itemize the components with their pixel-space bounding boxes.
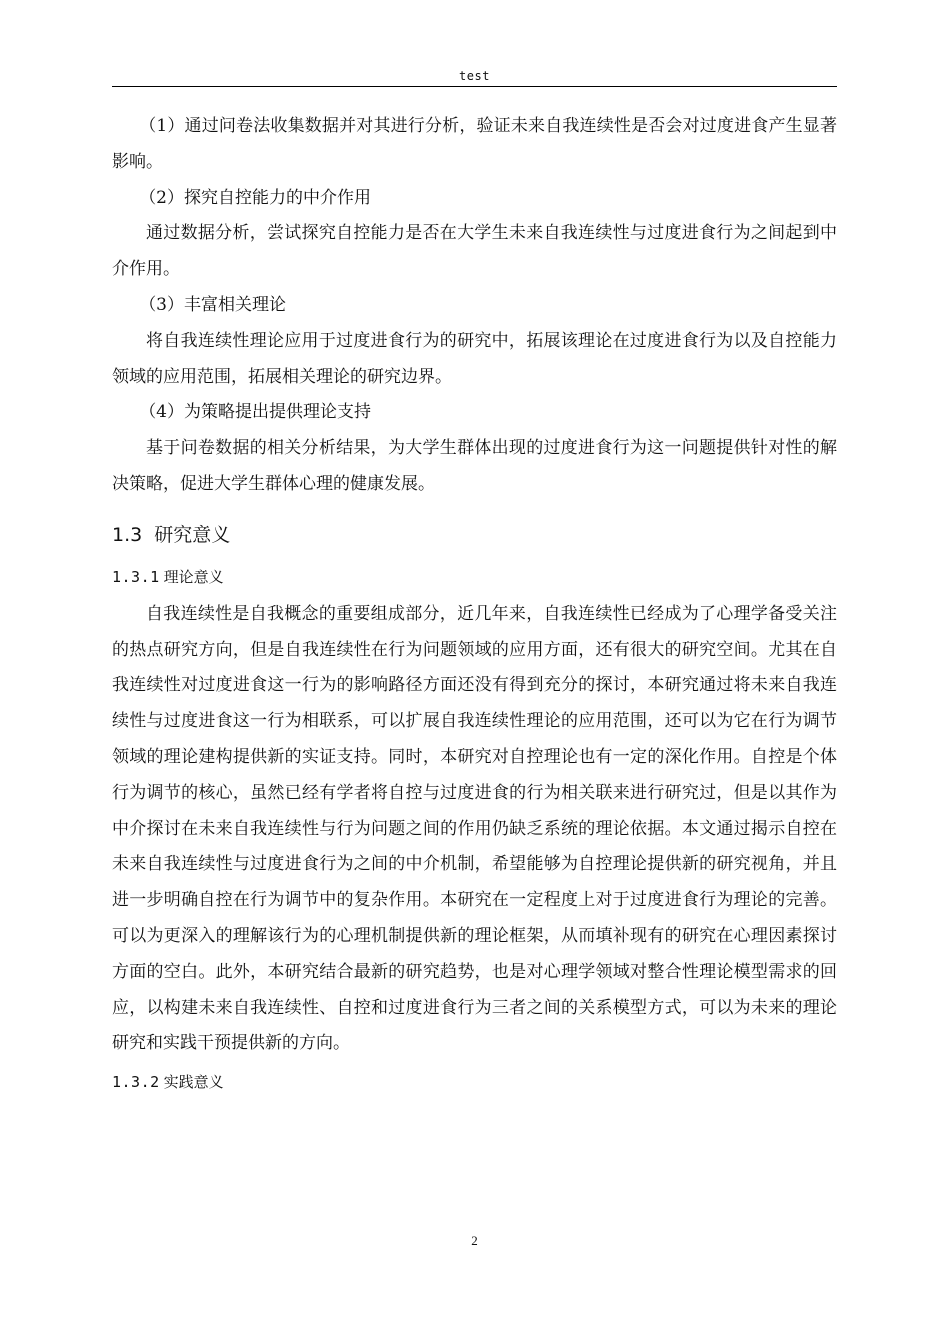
section-heading-1-3 [112,513,837,557]
objective-paragraph-3: 将自我连续性理论应用于过度进食行为的研究中，拓展该理论在过度进食行为以及自控能力领域的应用范围，拓展相关理论的研究边界。 [112,330,837,387]
theoretical-significance-paragraph: 自我连续性是自我概念的重要组成部分，近几年来，自我连续性已经成为了心理学备受关注的热点研究方向，但是自我连续性在行为问题领域的应用方面，还有很大的研究空间。尤其在自我连续性对过度进食这一行为的影响路径方面还没有得到充分的探讨，本研究通过将未来自我连续性与过度进食这一行为相联系，可以扩展自我连续性理论的应用范围，还可以为它在行为调节领域的理论建构提供新的实证支持。同时，本研究对自控理论也有一定的深化作用。自控是个体行为调节的核心，虽然已经有学者将自控与过度进食的行为相关联来进行研究过，但是以其作为中介探讨在未来自我连续性与行为问题之间的作用仍缺乏系统的理论依据。本文通过揭示自控在未来自我连续性与过度进食行为之间的中介机制，希望能够为自控理论提供新的研究视角，并且进一步明确自控在行为调节中的复杂作用。本研究在一定程度上对于过度进食行为理论的完善。可以为更深入的理解该行为的心理机制提供新的理论框架，从而填补现有的研究在心理因素探讨方面的空白。此外，本研究结合最新的研究趋势，也是对心理学领域对整合性理论模型需求的回应，以构建未来自我连续性、自控和过度进食行为三者之间的关系模型方式，可以为未来的理论研究和实践干预提供新的方向。 [112,603,837,1054]
section-title: 研究意义 [154,523,231,546]
page-header: test [459,69,490,83]
subsection-heading-1-3-2 [112,1062,837,1102]
header-rule [112,86,837,87]
page-body [112,109,837,1102]
objective-item-2: （2）探究自控能力的中介作用 [139,187,372,208]
subsection-heading-1-3-1 [112,557,837,597]
objective-item-3: （3）丰富相关理论 [139,294,287,315]
section-number: 1.3 [112,523,143,546]
subsection-number: 1.3.1 [112,567,160,586]
objective-paragraph-4: 基于问卷数据的相关分析结果，为大学生群体出现的过度进食行为这一问题提供针对性的解决策略，促进大学生群体心理的健康发展。 [112,438,837,494]
objective-item-1: （1）通过问卷法收集数据并对其进行分析，验证未来自我连续性是否会对过度进食产生显著影响。 [112,116,837,172]
objective-paragraph-2: 通过数据分析，尝试探究自控能力是否在大学生未来自我连续性与过度进食行为之间起到中介作用。 [112,223,837,280]
objective-item-4: （4）为策略提出提供理论支持 [139,402,372,423]
subsection-number: 1.3.2 [112,1073,160,1092]
subsection-title: 实践意义 [163,1073,224,1092]
subsection-title: 理论意义 [163,567,224,586]
page-number: 2 [471,1233,478,1248]
